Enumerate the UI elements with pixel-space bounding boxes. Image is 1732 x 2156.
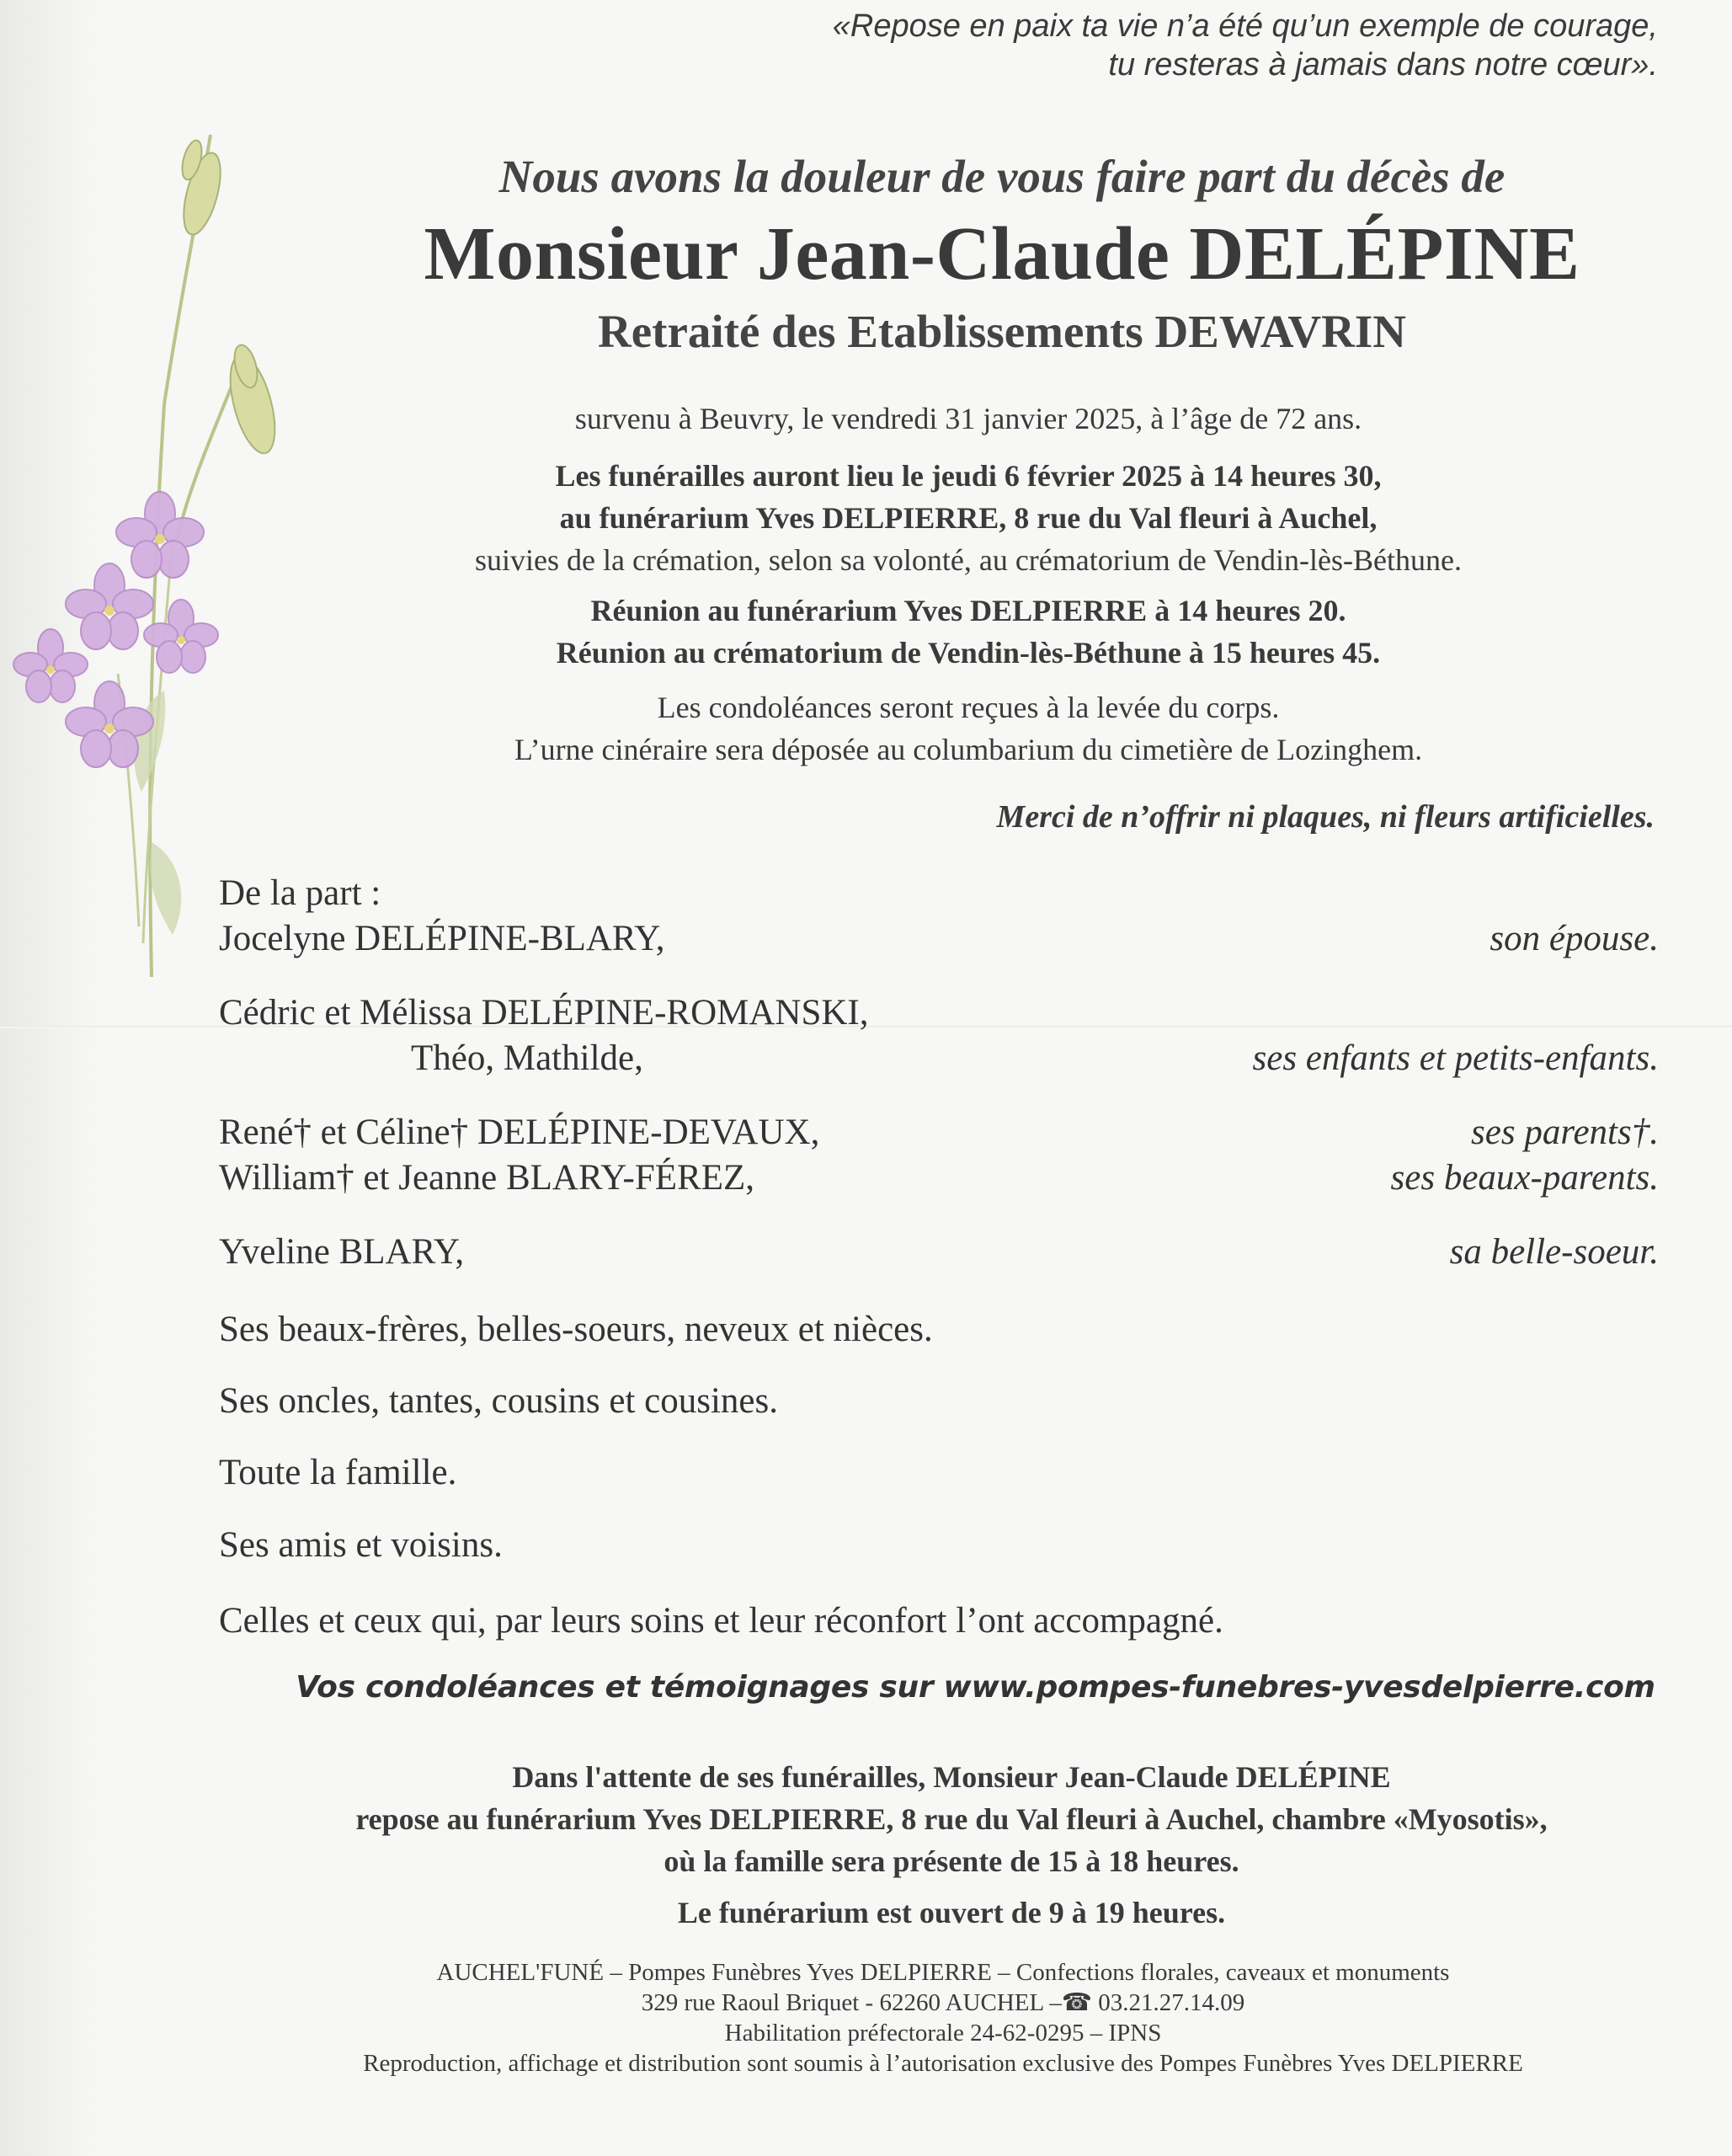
family-name: Théo, Mathilde, [411, 1038, 643, 1078]
rest-line: Dans l'attente de ses funérailles, Monsieur Jean-Claude DELÉPINE [512, 1760, 1391, 1794]
condolence-line: Les condoléances seront reçues à la levée du corps. [657, 691, 1280, 724]
family-name: Jocelyne DELÉPINE-BLARY, [219, 919, 665, 958]
family-line: Celles et ceux qui, par leurs soins et leur réconfort l’ont accompagné. [219, 1601, 1223, 1641]
rest-line: où la famille sera présente de 15 à 18 heures. [663, 1844, 1239, 1878]
family-relation: ses enfants et petits-enfants. [1252, 1038, 1659, 1078]
family-parents [219, 1110, 1659, 1201]
family-sister-in-law [219, 1230, 1659, 1275]
family-relation: son épouse. [1490, 919, 1659, 958]
opening-hours: Le funérarium est ouvert de 9 à 19 heures. [677, 1896, 1226, 1929]
condolence-details [295, 686, 1642, 771]
meeting-details [295, 590, 1642, 674]
website-text: Vos condoléances et témoignages sur www.pompes-funebres-yvesdelpierre.com [296, 1670, 1655, 1705]
family-name: Cédric et Mélissa DELÉPINE-ROMANSKI, [219, 993, 869, 1033]
family-relation: sa belle-soeur. [1449, 1232, 1659, 1272]
family-spouse [219, 871, 1659, 962]
family-name: Yveline BLARY, [219, 1232, 465, 1272]
family-children [219, 990, 1659, 1081]
rest-details [278, 1756, 1625, 1882]
rest-line: repose au funérarium Yves DELPIERRE, 8 rue du Val fleuri à Auchel, chambre «Myosotis», [355, 1802, 1548, 1836]
footer [278, 1957, 1608, 2079]
epitaph-quote [648, 7, 1658, 84]
condolence-line: L’urne cinéraire sera déposée au columbarium du cimetière de Lozinghem. [514, 733, 1423, 766]
death-details: survenu à Beuvry, le vendredi 31 janvier 2025, à l’âge de 72 ans. [574, 402, 1362, 435]
quote-line: tu resteras à jamais dans notre cœur». [1108, 47, 1658, 83]
announcement-intro: Nous avons la douleur de vous faire part du décès de [498, 151, 1506, 202]
meeting-line: Réunion au crématorium de Vendin-lès-Béthune à 15 heures 45. [556, 636, 1381, 670]
footer-line: Habilitation préfectorale 24-62-0295 – IPNS [724, 2020, 1162, 2047]
footer-line: 329 rue Raoul Briquet - 62260 AUCHEL –☎ 03.21.27.14.09 [641, 1989, 1245, 2016]
footer-line: AUCHEL'FUNÉ – Pompes Funèbres Yves DELPIERRE – Confections florales, caveaux et monuments [436, 1959, 1450, 1986]
flower-illustration-icon [0, 101, 303, 994]
family-name: René† et Céline† DELÉPINE-DEVAUX, [219, 1113, 820, 1152]
from-label: De la part : [219, 873, 381, 913]
funeral-details [295, 455, 1642, 581]
family-line: Ses beaux-frères, belles-soeurs, neveux et nièces. [219, 1310, 933, 1349]
family-relation: ses parents†. [1471, 1113, 1659, 1152]
family-relation: ses beaux-parents. [1390, 1158, 1659, 1198]
funeral-line: Les funérailles auront lieu le jeudi 6 février 2025 à 14 heures 30, [555, 459, 1382, 493]
meeting-line: Réunion au funérarium Yves DELPIERRE à 14 heures 20. [590, 594, 1346, 627]
website-note [0, 1670, 1732, 1705]
family-line: Ses amis et voisins. [219, 1525, 503, 1565]
no-flowers-note: Merci de n’offrir ni plaques, ni fleurs artificielles. [996, 799, 1655, 835]
funeral-line: au funérarium Yves DELPIERRE, 8 rue du Val fleuri à Auchel, [559, 501, 1378, 535]
family-line: Ses oncles, tantes, cousins et cousines. [219, 1381, 779, 1421]
footer-line: Reproduction, affichage et distribution sont soumis à l’autorisation exclusive des Pompes Funèbres Yves DELPIERRE [363, 2050, 1523, 2077]
deceased-role: Retraité des Etablissements DEWAVRIN [598, 306, 1406, 357]
family-line: Toute la famille. [219, 1453, 457, 1492]
deceased-name: Monsieur Jean-Claude DELÉPINE [424, 212, 1580, 296]
family-name: William† et Jeanne BLARY-FÉREZ, [219, 1158, 755, 1198]
funeral-line: suivies de la crémation, selon sa volonté, au crématorium de Vendin-lès-Béthune. [474, 543, 1462, 577]
quote-line: «Repose en paix ta vie n’a été qu’un exemple de courage, [832, 8, 1658, 44]
